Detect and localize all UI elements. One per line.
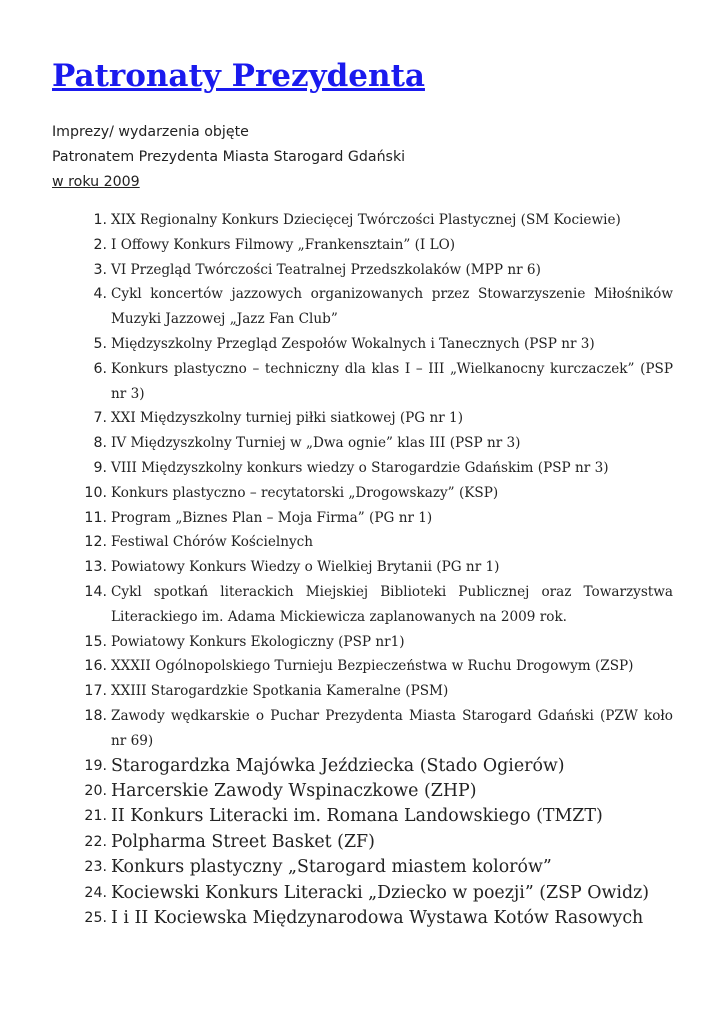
item-number: 17. [84,683,107,700]
item-text: VIII Międzyszkolny konkurs wiedzy o Starogardzie Gdańskim (PSP nr 3) [111,459,609,476]
item-text: II Konkurs Literacki im. Romana Landowskiego (TMZT) [111,806,603,827]
list-item [70,530,673,555]
item-number: 13. [84,559,107,576]
item-number: 25. [84,909,107,926]
item-number: 9. [93,459,107,476]
list-item [70,357,673,407]
list-item [70,208,673,233]
item-number: 7. [93,410,107,427]
item-number: 20. [84,782,107,799]
item-number: 16. [84,658,107,675]
item-number: 3. [93,261,107,278]
item-text: XXI Międzyszkolny turniej piłki siatkowej (PG nr 1) [111,410,464,427]
item-text: Międzyszkolny Przegląd Zespołów Wokalnych i Tanecznych (PSP nr 3) [111,335,595,352]
item-text: Konkurs plastyczny „Starogard miastem kolorów” [111,857,552,878]
list-item [70,881,673,906]
item-number: 14. [84,583,107,600]
item-text: Festiwal Chórów Kościelnych [111,534,314,551]
item-number: 6. [93,360,107,377]
item-number: 5. [93,335,107,352]
intro-line-2: Patronatem Prezydenta Miasta Starogard Gdański [52,149,406,165]
item-text: XXXII Ogólnopolskiego Turnieju Bezpieczeństwa w Ruchu Drogowym (ZSP) [111,658,634,675]
item-text: IV Międzyszkolny Turniej w „Dwa ognie” klas III (PSP nr 3) [111,435,521,452]
list-item [70,804,673,829]
item-text: I i II Kociewska Międzynarodowa Wystawa Kotów Rasowych [111,907,644,928]
item-text: Powiatowy Konkurs Ekologiczny (PSP nr1) [111,633,405,650]
item-number: 21. [84,808,107,825]
item-number: 19. [84,757,107,774]
list-item [70,456,673,481]
item-text: Konkurs plastyczno – techniczny dla klas I – III „Wielkanocny kurczaczek” (PSP nr 3) [111,360,673,402]
item-text: VI Przegląd Twórczości Teatralnej Przedszkolaków (MPP nr 6) [111,261,541,278]
item-text: Cykl koncertów jazzowych organizowanych przez Stowarzyszenie Miłośników Muzyki Jazzowej „Jazz Fan Club” [111,286,673,328]
item-number: 15. [84,633,107,650]
intro-line-1: Imprezy/ wydarzenia objęte [52,124,249,140]
list-item [70,431,673,456]
list-item [70,332,673,357]
list-item [70,754,673,779]
list-item [70,233,673,258]
list-item [70,855,673,880]
item-text: Harcerskie Zawody Wspinaczkowe (ZHP) [111,780,477,801]
list-item [70,481,673,506]
item-number: 11. [84,509,107,526]
item-number: 18. [84,707,107,724]
item-text: Kociewski Konkurs Literacki „Dziecko w poezji” (ZSP Owidz) [111,882,650,903]
item-text: I Offowy Konkurs Filmowy „Frankensztain” (I LO) [111,236,456,253]
item-number: 8. [93,435,107,452]
list-item [70,555,673,580]
list-item [70,282,673,332]
intro [52,120,405,195]
item-text: Program „Biznes Plan – Moja Firma” (PG nr 1) [111,509,433,526]
list-item [70,906,673,931]
item-text: Cykl spotkań literackich Miejskiej Biblioteki Publicznej oraz Towarzystwa Literackiego im. Adama Mickiewicza zaplanowanych na 2009 rok. [111,583,673,625]
list-item [70,506,673,531]
item-text: Powiatowy Konkurs Wiedzy o Wielkiej Brytanii (PG nr 1) [111,559,500,576]
item-text: Zawody wędkarskie o Puchar Prezydenta Miasta Starogard Gdański (PZW koło nr 69) [111,707,673,749]
list-item [70,580,673,630]
item-number: 23. [84,859,107,876]
list-item [70,630,673,655]
item-text: Polpharma Street Basket (ZF) [111,831,375,852]
item-number: 4. [93,286,107,303]
list-item [70,406,673,431]
item-number: 10. [84,484,107,501]
list-item [70,704,673,754]
item-number: 12. [84,534,107,551]
list-item [70,679,673,704]
list-item [70,258,673,283]
item-text: XXIII Starogardzkie Spotkania Kameralne (PSM) [111,683,449,700]
page-title[interactable]: Patronaty Prezydenta [52,58,425,94]
item-number: 1. [93,212,107,228]
list-item [70,830,673,855]
item-number: 24. [84,884,107,901]
list-item [70,779,673,804]
intro-year: w roku 2009 [52,174,140,190]
item-text: Konkurs plastyczno – recytatorski „Drogowskazy” (KSP) [111,484,499,501]
events-list [70,208,673,931]
item-number: 22. [84,833,107,850]
item-text: Starogardzka Majówka Jeździecka (Stado Ogierów) [111,755,565,776]
list-item [70,654,673,679]
item-text: XIX Regionalny Konkurs Dziecięcej Twórczości Plastycznej (SM Kociewie) [111,212,621,228]
item-number: 2. [93,236,107,253]
